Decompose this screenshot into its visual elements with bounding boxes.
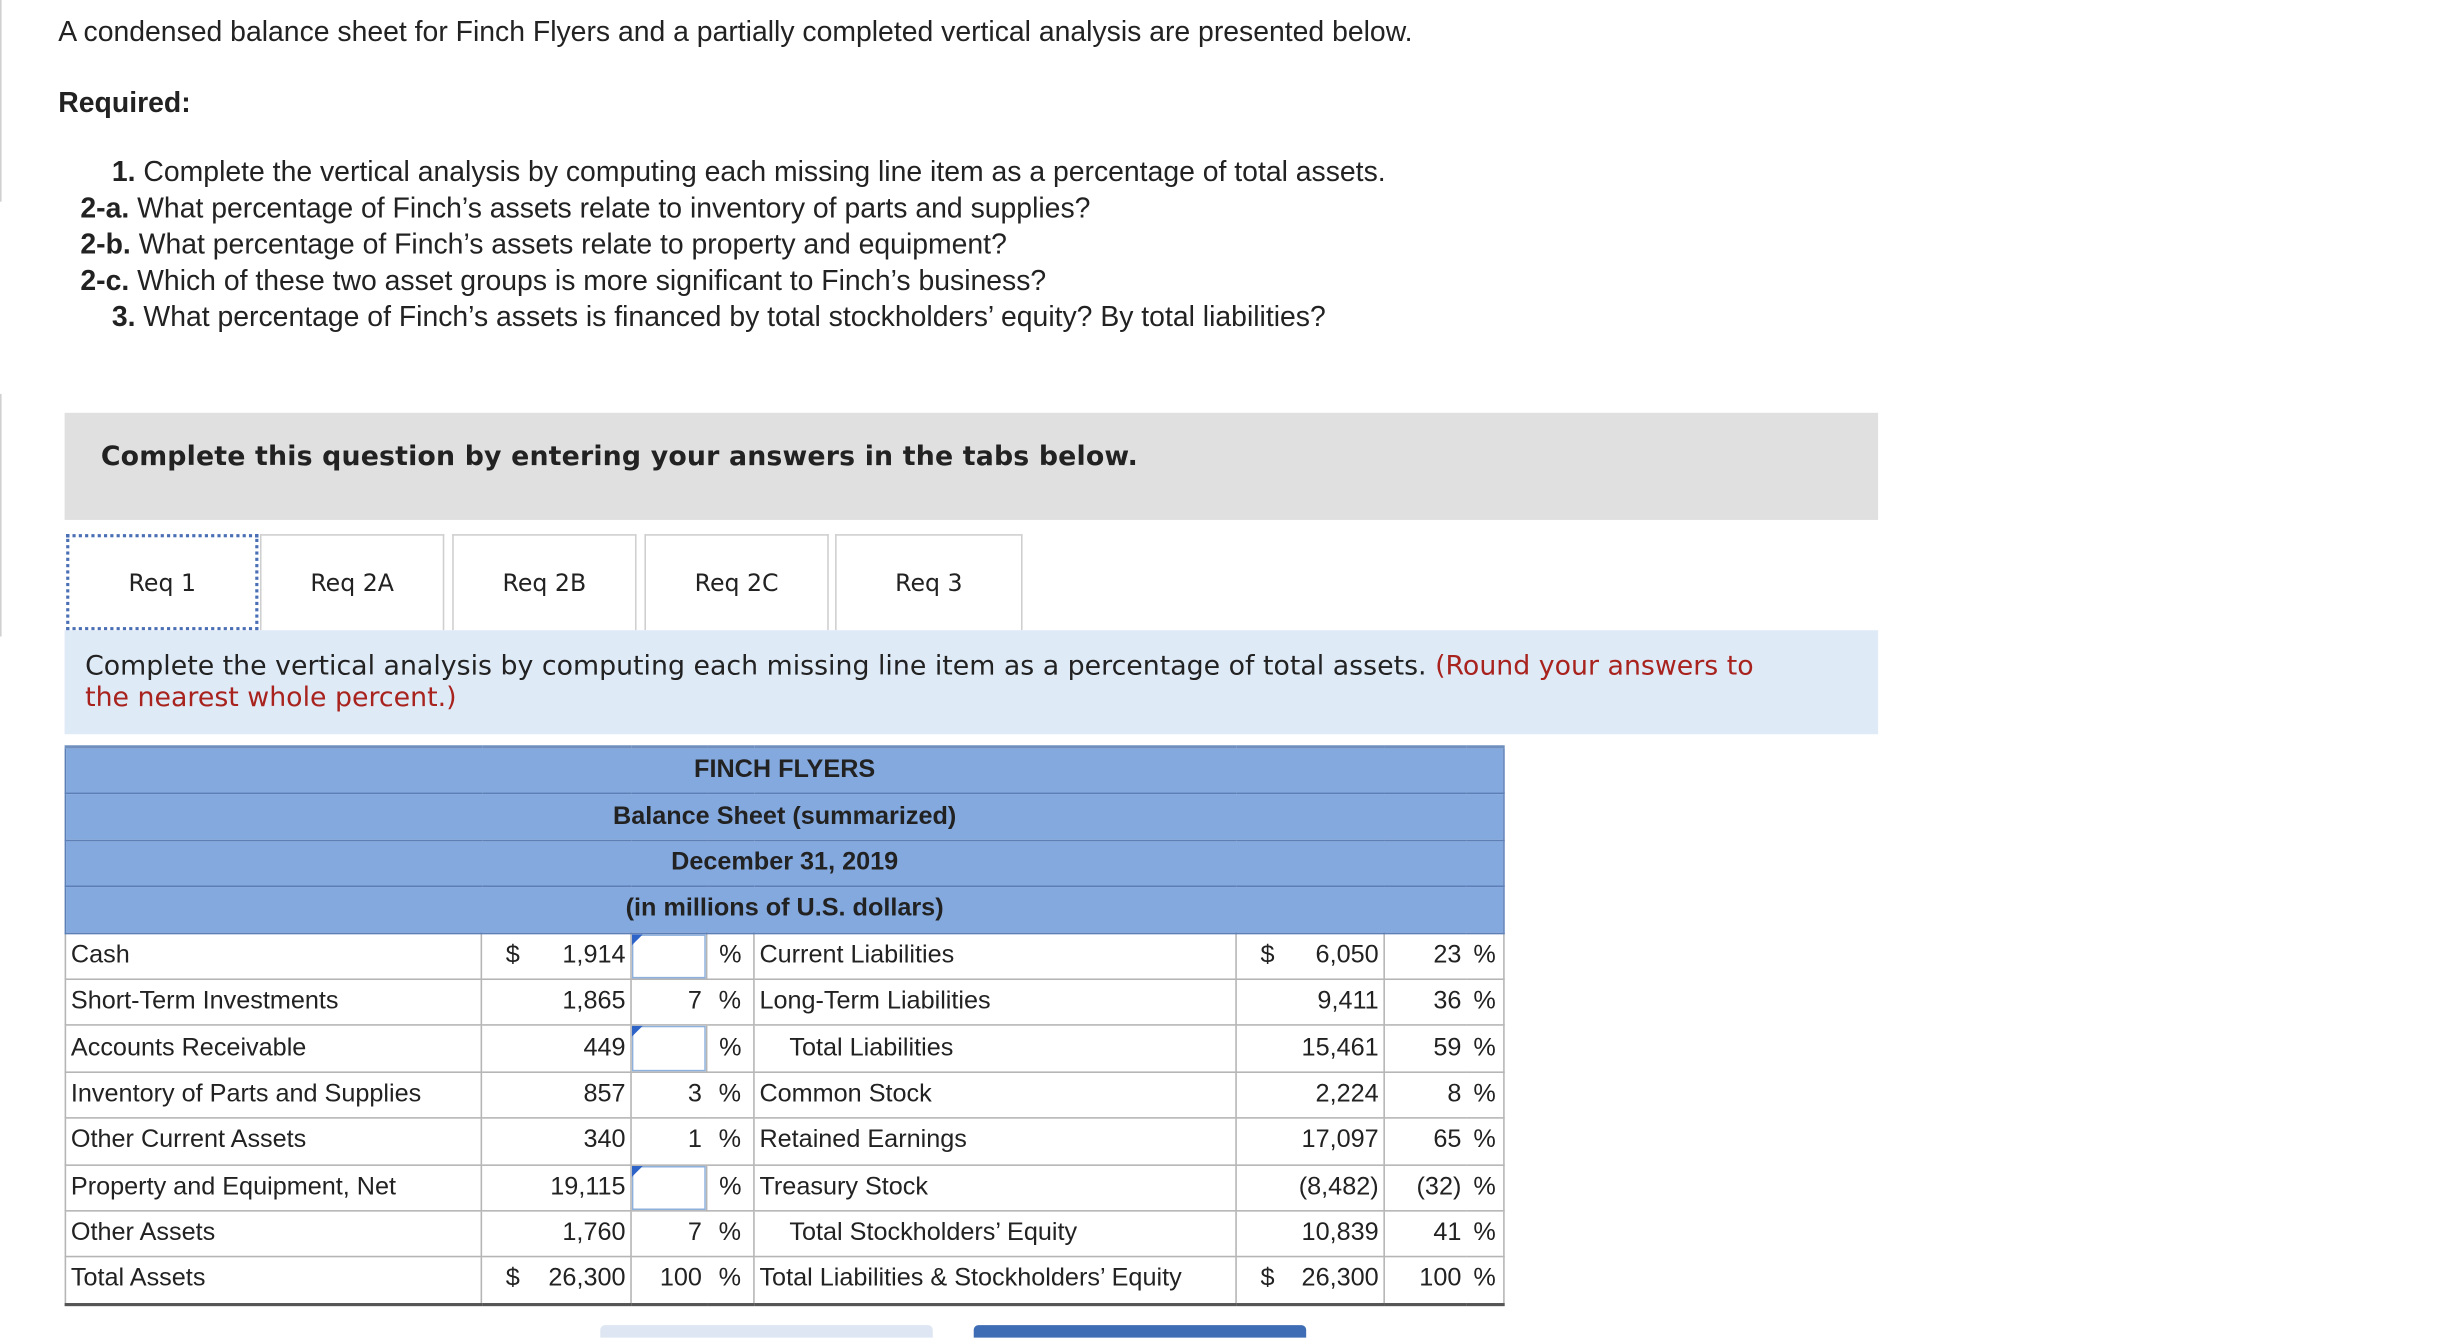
liability-equity-percent: 59 xyxy=(1384,1025,1466,1071)
tab-req-2b[interactable]: Req 2B xyxy=(452,534,636,630)
percent-sign: % xyxy=(707,1164,754,1210)
table-row xyxy=(65,1118,1504,1164)
dollar-sign: $ xyxy=(505,1265,520,1293)
asset-label: Cash xyxy=(65,933,481,979)
asset-percent: 100 xyxy=(631,1257,707,1304)
percent-input-box[interactable] xyxy=(632,1165,706,1210)
percent-sign: % xyxy=(1466,1072,1504,1118)
tab-req-2c[interactable]: Req 2C xyxy=(644,534,828,630)
liability-equity-label: Long-Term Liabilities xyxy=(754,979,1236,1025)
requirement-3: 3. What percentage of Finch’s assets is financed by total stockholders’ equity? By total liabilities? xyxy=(111,300,1326,333)
table-row xyxy=(65,1025,1504,1071)
percent-sign: % xyxy=(1466,1118,1504,1164)
asset-percent: 7 xyxy=(631,1211,707,1257)
left-border xyxy=(0,0,2,202)
percent-sign: % xyxy=(1466,1164,1504,1210)
liability-equity-percent: 23 xyxy=(1384,933,1466,979)
liability-equity-amount: 9,411 xyxy=(1236,979,1384,1025)
intro-text: A condensed balance sheet for Finch Flyers and a partially completed vertical analysis are presented below. xyxy=(58,15,1413,48)
sheet-units: (in millions of U.S. dollars) xyxy=(65,887,1504,933)
asset-label: Total Assets xyxy=(65,1257,481,1304)
liability-equity-percent: 8 xyxy=(1384,1072,1466,1118)
asset-amount: 1,760 xyxy=(481,1211,631,1257)
asset-amount: 449 xyxy=(481,1025,631,1071)
required-label: Required: xyxy=(58,86,191,119)
question-panel xyxy=(65,413,1879,520)
next-button[interactable] xyxy=(974,1325,1306,1338)
panel-text: Complete this question by entering your answers in the tabs below. xyxy=(100,441,1138,473)
liability-equity-label: Common Stock xyxy=(754,1072,1236,1118)
asset-percent: 7 xyxy=(631,979,707,1025)
liability-equity-percent: 100 xyxy=(1384,1257,1466,1304)
percent-sign: % xyxy=(1466,1025,1504,1071)
liability-equity-label: Total Stockholders’ Equity xyxy=(754,1211,1236,1257)
dollar-sign: $ xyxy=(1260,1265,1275,1293)
instruction-box xyxy=(65,630,1879,734)
percent-input-box[interactable] xyxy=(632,934,706,979)
asset-amount: $ 26,300 xyxy=(481,1257,631,1304)
liability-equity-amount: $ 6,050 xyxy=(1236,933,1384,979)
asset-amount: 857 xyxy=(481,1072,631,1118)
liability-equity-percent: (32) xyxy=(1384,1164,1466,1210)
percent-sign: % xyxy=(1466,1257,1504,1304)
asset-amount: $ 1,914 xyxy=(481,933,631,979)
asset-percent-input[interactable] xyxy=(631,1164,707,1210)
prev-button[interactable] xyxy=(600,1325,932,1338)
liability-equity-label: Current Liabilities xyxy=(754,933,1236,979)
liability-equity-label: Total Liabilities & Stockholders’ Equity xyxy=(754,1257,1236,1304)
rounding-note: (Round your answers to the nearest whole percent.) xyxy=(85,650,1754,714)
percent-sign: % xyxy=(707,933,754,979)
requirement-2a: 2-a. What percentage of Finch’s assets relate to inventory of parts and supplies? xyxy=(80,192,1091,224)
tab-req-3[interactable]: Req 3 xyxy=(835,534,1022,630)
requirement-2b: 2-b. What percentage of Finch’s assets relate to property and equipment? xyxy=(80,228,1007,260)
asset-label: Other Current Assets xyxy=(65,1118,481,1164)
sheet-date: December 31, 2019 xyxy=(65,840,1504,886)
table-row xyxy=(65,933,1504,979)
percent-sign: % xyxy=(707,979,754,1025)
tab-req-1[interactable]: Req 1 xyxy=(66,534,258,630)
asset-percent-input[interactable] xyxy=(631,933,707,979)
liability-equity-label: Treasury Stock xyxy=(754,1164,1236,1210)
percent-sign: % xyxy=(1466,933,1504,979)
liability-equity-amount: (8,482) xyxy=(1236,1164,1384,1210)
table-row xyxy=(65,979,1504,1025)
percent-sign: % xyxy=(707,1211,754,1257)
liability-equity-amount: 17,097 xyxy=(1236,1118,1384,1164)
liability-equity-amount: 2,224 xyxy=(1236,1072,1384,1118)
liability-equity-amount: 15,461 xyxy=(1236,1025,1384,1071)
table-row xyxy=(65,1072,1504,1118)
percent-sign: % xyxy=(1466,979,1504,1025)
sheet-title: Balance Sheet (summarized) xyxy=(65,794,1504,840)
asset-label: Short-Term Investments xyxy=(65,979,481,1025)
liability-equity-amount: 10,839 xyxy=(1236,1211,1384,1257)
asset-amount: 1,865 xyxy=(481,979,631,1025)
liability-equity-label: Retained Earnings xyxy=(754,1118,1236,1164)
liability-equity-percent: 36 xyxy=(1384,979,1466,1025)
sheet-company-name: FINCH FLYERS xyxy=(65,747,1504,794)
requirement-1: 1. Complete the vertical analysis by computing each missing line item as a percentage of total assets. xyxy=(111,155,1386,188)
asset-label: Accounts Receivable xyxy=(65,1025,481,1071)
percent-input-box[interactable] xyxy=(632,1026,706,1071)
balance-sheet-table xyxy=(65,745,1505,1305)
table-row xyxy=(65,1164,1504,1210)
liability-equity-percent: 65 xyxy=(1384,1118,1466,1164)
tab-req-2a[interactable]: Req 2A xyxy=(260,534,444,630)
asset-label: Other Assets xyxy=(65,1211,481,1257)
dollar-sign: $ xyxy=(505,941,520,969)
liability-equity-percent: 41 xyxy=(1384,1211,1466,1257)
asset-percent: 1 xyxy=(631,1118,707,1164)
dollar-sign: $ xyxy=(1260,941,1275,969)
requirement-2c: 2-c. Which of these two asset groups is more significant to Finch’s business? xyxy=(80,264,1047,297)
asset-amount: 340 xyxy=(481,1118,631,1164)
asset-percent: 3 xyxy=(631,1072,707,1118)
table-row xyxy=(65,1257,1504,1304)
asset-amount: 19,115 xyxy=(481,1164,631,1210)
instruction-text: Complete the vertical analysis by computing each missing line item as a percentage of total assets. (Round your answers to the nearest whole percent.) xyxy=(85,650,1754,714)
percent-sign: % xyxy=(707,1118,754,1164)
asset-label: Inventory of Parts and Supplies xyxy=(65,1072,481,1118)
percent-sign: % xyxy=(707,1257,754,1304)
asset-label: Property and Equipment, Net xyxy=(65,1164,481,1210)
percent-sign: % xyxy=(1466,1211,1504,1257)
liability-equity-label: Total Liabilities xyxy=(754,1025,1236,1071)
percent-sign: % xyxy=(707,1025,754,1071)
table-row xyxy=(65,1211,1504,1257)
left-border xyxy=(0,394,2,637)
percent-sign: % xyxy=(707,1072,754,1118)
asset-percent-input[interactable] xyxy=(631,1025,707,1071)
liability-equity-amount: $ 26,300 xyxy=(1236,1257,1384,1304)
